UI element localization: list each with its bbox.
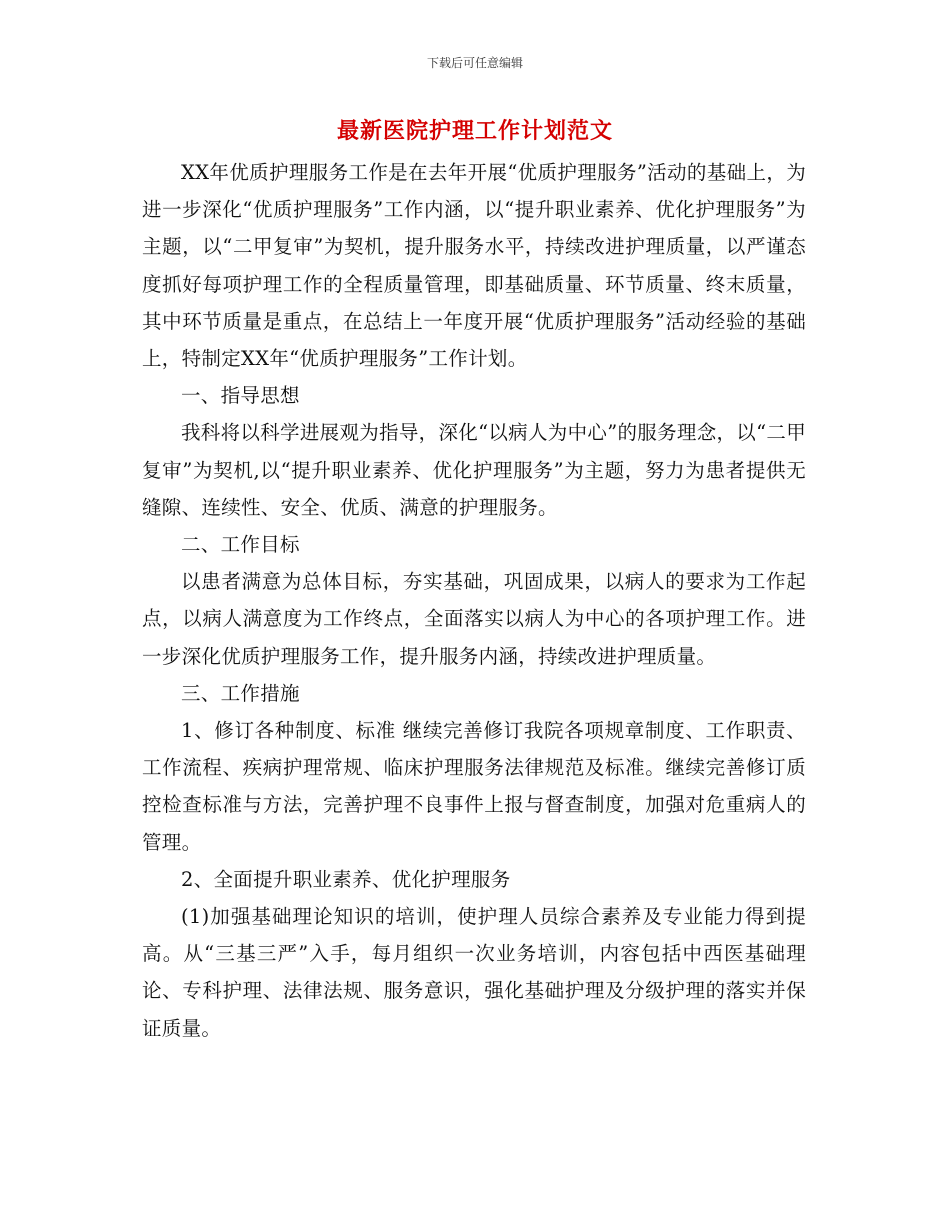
paragraph-measure-2-1: (1)加强基础理论知识的培训，使护理人员综合素养及专业能力得到提高。从“三基三严”入手，每月组织一次业务培训，内容包括中西医基础理论、专科护理、法律法规、服务意识，强化基础护理及分级护理的落实并保证质量。 xyxy=(142,905,806,1040)
document-title: 最新医院护理工作计划范文 xyxy=(336,118,613,144)
paragraph-work-goals: 以患者满意为总体目标，夯实基础，巩固成果，以病人的要求为工作起点，以病人满意度为工作终点，全面落实以病人为中心的各项护理工作。进一步深化优质护理服务工作，提升服务内涵，持续改进护理质量。 xyxy=(142,570,806,668)
section-heading-guiding-ideology: 一、指导思想 xyxy=(181,384,300,408)
paragraph-measure-1: 1、修订各种制度、标准 继续完善修订我院各项规章制度、工作职责、工作流程、疾病护理常规、临床护理服务法律规范及标准。继续完善修订质控检查标准与方法，完善护理不良事件上报与督查制度，加强对危重病人的管理。 xyxy=(142,719,806,854)
document-body xyxy=(142,154,806,1047)
paragraph-intro: XX年优质护理服务工作是在去年开展“优质护理服务”活动的基础上，为进一步深化“优质护理服务”工作内涵，以“提升职业素养、优化护理服务”为主题，以“二甲复审”为契机，提升服务水平，持续改进护理质量，以严谨态度抓好每项护理工作的全程质量管理，即基础质量、环节质量、终末质量，其中环节质量是重点，在总结上一年度开展“优质护理服务”活动经验的基础上，特制定XX年“优质护理服务”工作计划。 xyxy=(142,161,806,371)
paragraph-guiding-ideology: 我科将以科学进展观为指导，深化“以病人为中心”的服务理念，以“二甲复审”为契机,以“提升职业素养、优化护理服务”为主题，努力为患者提供无缝隙、连续性、安全、优质、满意的护理服务。 xyxy=(142,421,806,519)
header-note: 下载后可任意编辑 xyxy=(426,56,523,70)
section-heading-work-goals: 二、工作目标 xyxy=(181,533,300,557)
section-heading-work-measures: 三、工作措施 xyxy=(181,681,300,705)
subheading-measure-2: 2、全面提升职业素养、优化护理服务 xyxy=(181,867,511,891)
